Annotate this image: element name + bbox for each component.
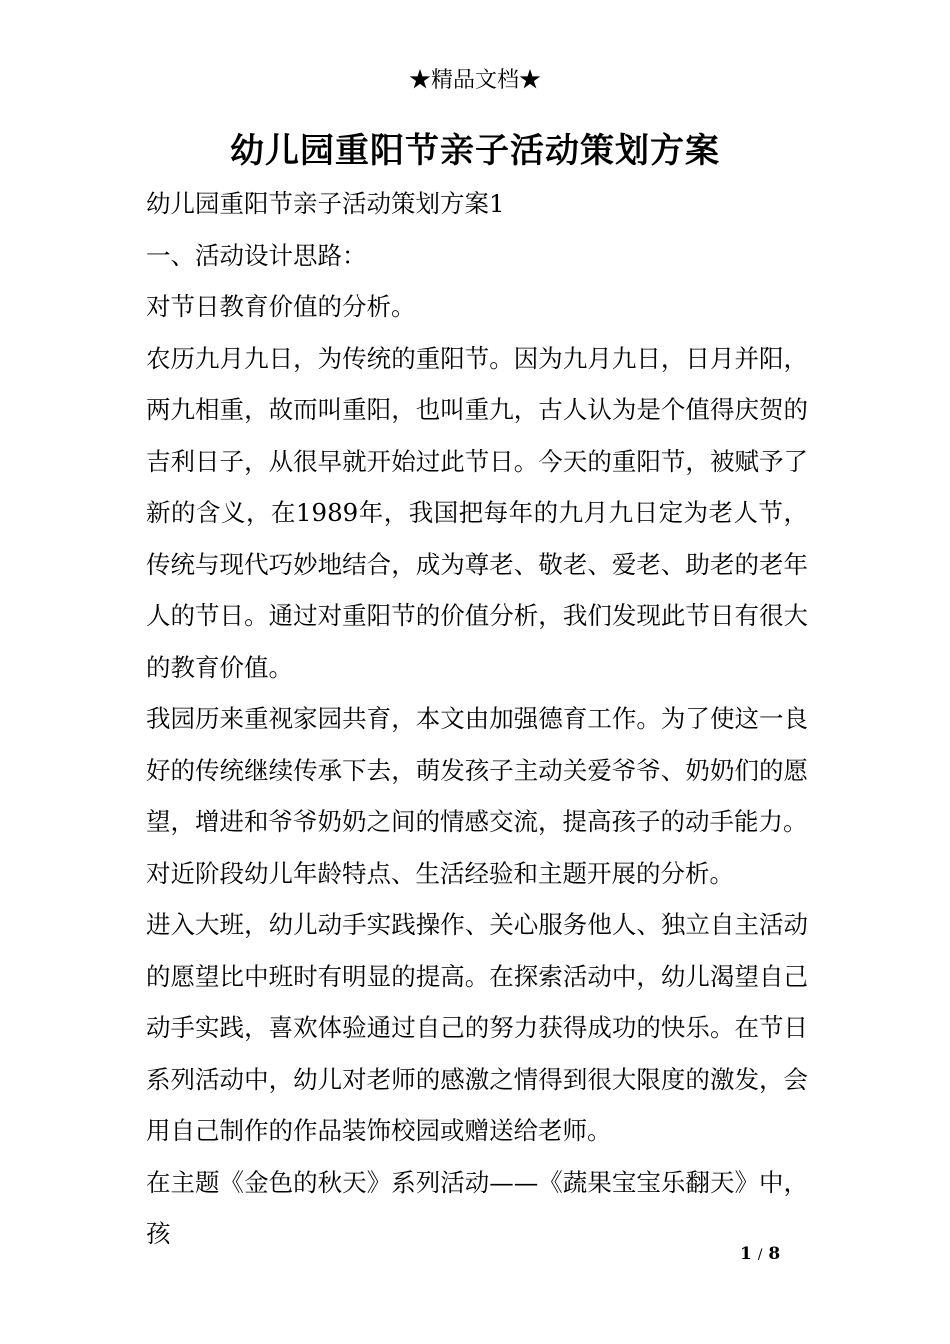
paragraph: 在主题《金色的秋天》系列活动——《蔬果宝宝乐翻天》中，孩 xyxy=(146,1167,808,1248)
paragraph: 进入大班，幼儿动手实践操作、关心服务他人、独立自主活动的愿望比中班时有明显的提高。在探索活动中，幼儿渴望自己动手实践，喜欢体验通过自己的努力获得成功的快乐。在节日系列活动中，幼儿对老师的感激之情得到很大限度的激发，会用自己制作的作品装饰校园或赠送给老师。 xyxy=(146,910,808,1145)
page-number xyxy=(740,1243,780,1266)
paragraph: 对节日教育价值的分析。 xyxy=(146,292,416,321)
subsection-heading: 一、活动设计思路： xyxy=(146,240,367,270)
paragraph: 农历九月九日，为传统的重阳节。因为九月九日，日月并阳，两九相重，故而叫重阳，也叫重九，古人认为是个值得庆贺的吉利日子，从很早就开始过此节日。今天的重阳节，被赋予了新的含义，在1989年，我国把每年的九月九日定为老人节，传统与现代巧妙地结合，成为尊老、敬老、爱老、助老的老年人的节日。通过对重阳节的价值分析，我们发现此节日有很大的教育价值。 xyxy=(146,343,808,682)
document-title: 幼儿园重阳节亲子活动策划方案 xyxy=(230,131,720,171)
paragraph: 我园历来重视家园共育，本文由加强德育工作。为了使这一良好的传统继续传承下去，萌发孩子主动关爱爷爷、奶奶们的愿望，增进和爷爷奶奶之间的情感交流，提高孩子的动手能力。 xyxy=(146,704,808,836)
page-separator: / xyxy=(757,1247,763,1263)
page-current: 1 xyxy=(740,1244,752,1264)
document-body xyxy=(146,178,808,1260)
paragraph: 对近阶段幼儿年龄特点、生活经验和主题开展的分析。 xyxy=(146,858,734,888)
section-heading: 幼儿园重阳节亲子活动策划方案1 xyxy=(146,189,505,218)
page-total: 8 xyxy=(768,1244,781,1264)
page-header: ★精品文档★ xyxy=(408,68,541,93)
